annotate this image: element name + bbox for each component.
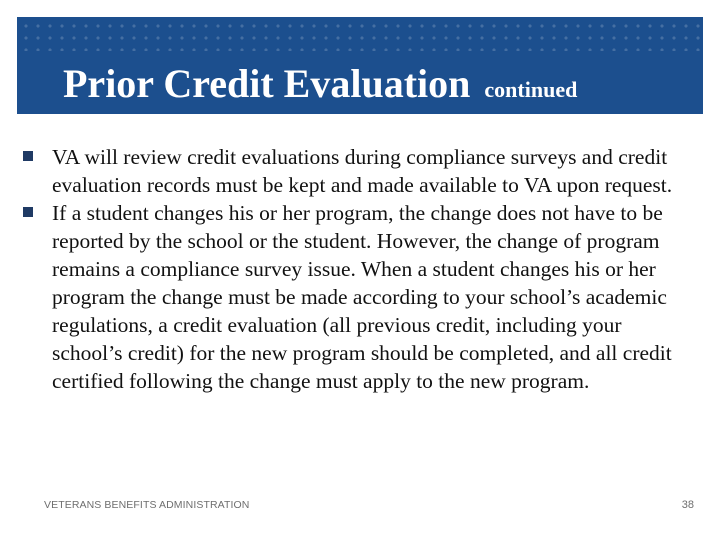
slide-title	[63, 60, 577, 107]
bullet-item	[22, 199, 694, 395]
page-number: 38	[681, 499, 694, 511]
square-bullet-icon	[23, 151, 33, 161]
title-banner	[17, 17, 703, 114]
bullet-text: VA will review credit evaluations during compliance surveys and credit evaluation records must be kept and made available to VA upon request.	[52, 145, 673, 197]
square-bullet-icon	[23, 207, 33, 217]
footer-organization: VETERANS BENEFITS ADMINISTRATION	[44, 499, 250, 511]
bullet-item	[22, 143, 694, 199]
slide-title-main: Prior Credit Evaluation	[63, 61, 471, 106]
bullet-list	[22, 143, 694, 395]
slide-title-continued: continued	[484, 77, 578, 102]
bullet-text: If a student changes his or her program, the change does not have to be reported by the school or the student. However, the change of program remains a compliance survey issue. When a student changes his or her program the change must be made according to your school’s academic regulations, a credit evaluation (all previous credit, including your school’s credit) for the new program should be completed, and all credit certified following the change must apply to the new program.	[52, 201, 672, 393]
